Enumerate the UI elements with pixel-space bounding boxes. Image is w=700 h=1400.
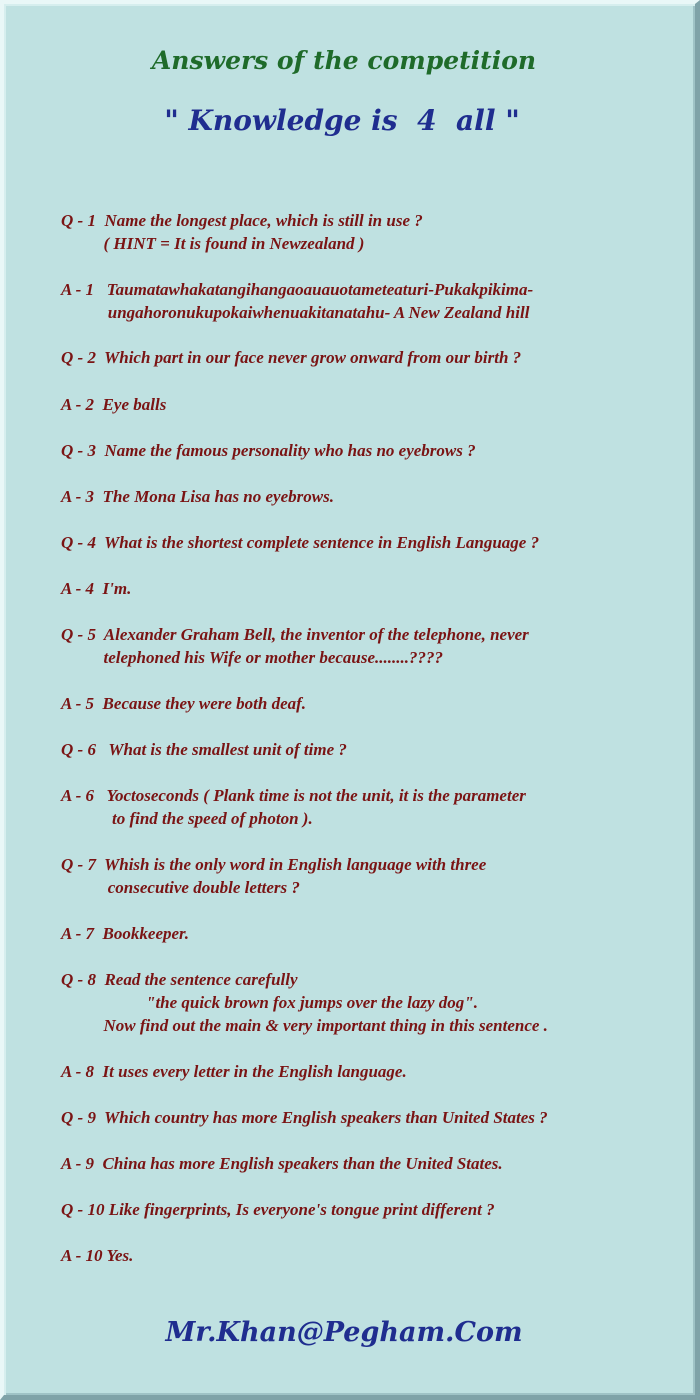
question-4: Q - 4 What is the shortest complete sentence in English Language ? bbox=[61, 533, 540, 552]
question-3: Q - 3 Name the famous personality who has no eyebrows ? bbox=[61, 441, 476, 460]
question-7: Q - 7 Whish is the only word in English language with three consecutive double letters ? bbox=[61, 855, 487, 897]
question-2: Q - 2 Which part in our face never grow onward from our birth ? bbox=[61, 348, 522, 367]
answer-7: A - 7 Bookkeeper. bbox=[61, 924, 189, 943]
contact-email: Mr.Khan@Pegham.Com bbox=[165, 1317, 523, 1348]
answer-6: A - 6 Yoctoseconds ( Plank time is not the unit, it is the parameter to find the speed of photon ). bbox=[61, 786, 526, 828]
answer-2: A - 2 Eye balls bbox=[61, 395, 167, 414]
question-5: Q - 5 Alexander Graham Bell, the inventor of the telephone, never telephoned his Wife or mother because........???? bbox=[61, 625, 529, 667]
answer-4: A - 4 I'm. bbox=[61, 579, 132, 598]
answer-1: A - 1 Taumatawhakatangihangaoauauotameteaturi-Pukakpikima- ungahoronukupokaiwhenuakitanatahu- A New Zealand hill bbox=[61, 280, 534, 322]
question-10: Q - 10 Like fingerprints, Is everyone's tongue print different ? bbox=[61, 1200, 495, 1219]
answer-8: A - 8 It uses every letter in the English language. bbox=[61, 1062, 407, 1081]
question-8: Q - 8 Read the sentence carefully "the quick brown fox jumps over the lazy dog". Now find out the main & very important thing in this sentence . bbox=[61, 970, 548, 1035]
question-9: Q - 9 Which country has more English speakers than United States ? bbox=[61, 1108, 548, 1127]
question-6: Q - 6 What is the smallest unit of time ? bbox=[61, 740, 347, 759]
answer-9: A - 9 China has more English speakers than the United States. bbox=[61, 1154, 503, 1173]
answer-10: A - 10 Yes. bbox=[61, 1246, 134, 1265]
page-title: Answers of the competition bbox=[151, 46, 537, 75]
question-1: Q - 1 Name the longest place, which is still in use ? ( HINT = It is found in Newzealand ) bbox=[61, 211, 423, 253]
competition-name: " Knowledge is 4 all " bbox=[164, 104, 520, 137]
answer-3: A - 3 The Mona Lisa has no eyebrows. bbox=[61, 487, 334, 506]
answer-5: A - 5 Because they were both deaf. bbox=[61, 694, 307, 713]
